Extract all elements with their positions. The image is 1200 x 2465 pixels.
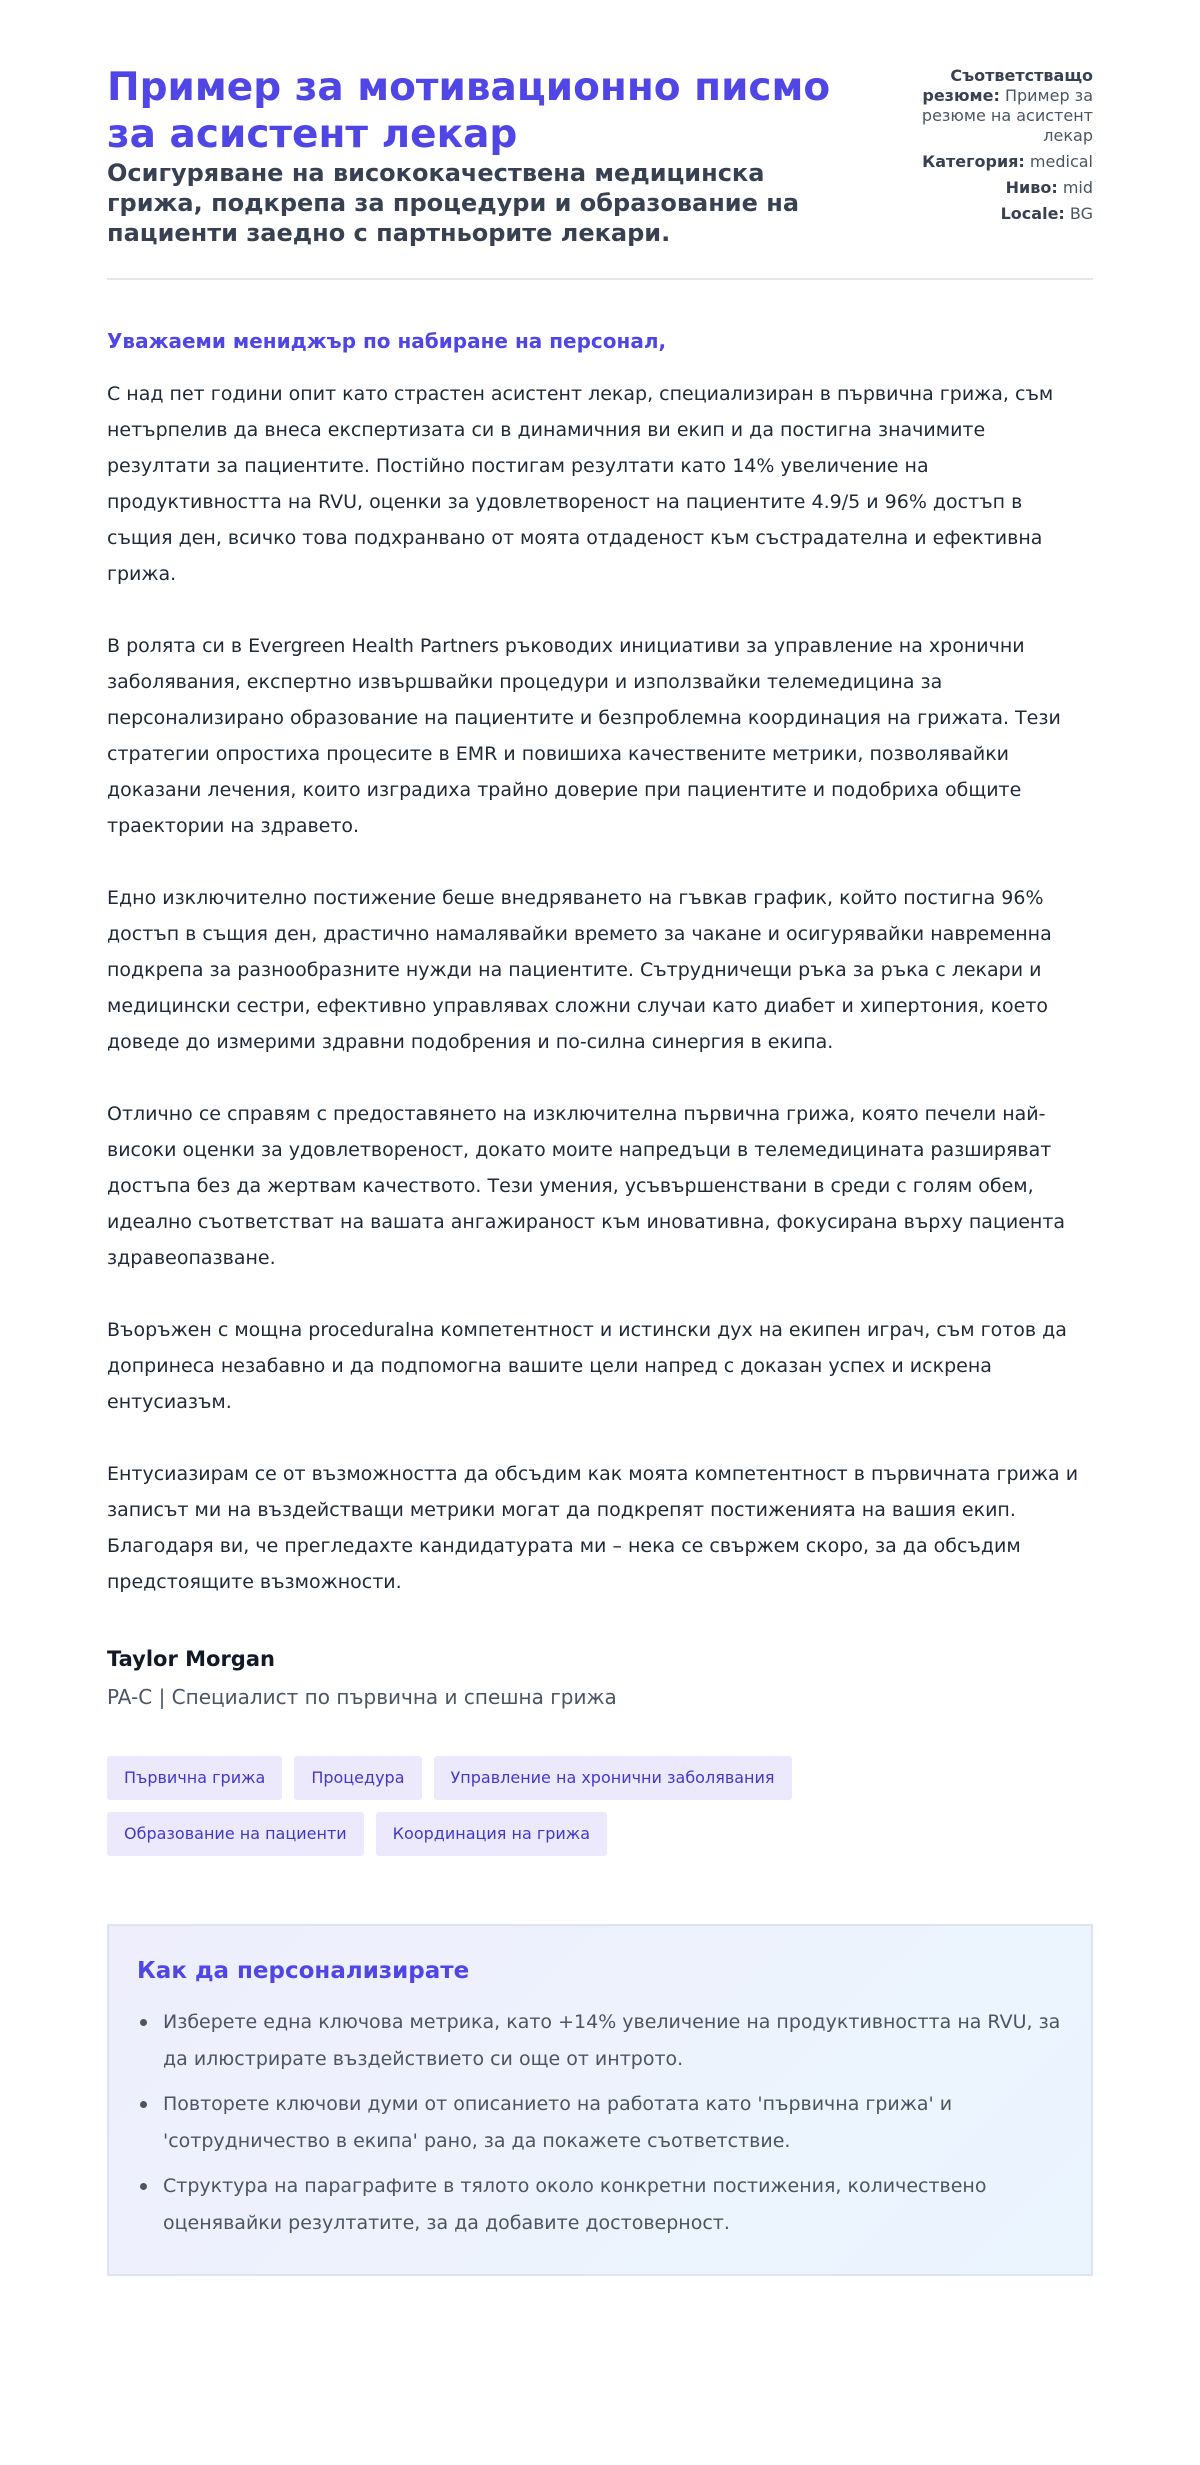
tips-item-text: Структура на параграфите в тялото около конкретни постижения, количествено оценявайки резултатите, за да добавите достоверност. <box>163 2175 987 2234</box>
meta-key: Locale: <box>1000 204 1065 223</box>
tips-item-text: Изберете една ключова метрика, като +14% увеличение на продуктивността на RVU, за да илюстрирате въздействието си още от интрото. <box>163 2011 1061 2070</box>
header-titles <box>107 64 847 248</box>
meta-key: Съответстващо резюме: <box>922 66 1093 105</box>
meta-key: Ниво: <box>1005 178 1058 197</box>
bullet-icon <box>140 2101 147 2108</box>
signature-title: PA-C | Специалист по първична и спешна грижа <box>107 1685 617 1709</box>
skill-tags <box>107 1756 907 1856</box>
tips-item <box>137 2004 1063 2078</box>
tips-list <box>137 2004 1063 2242</box>
letter-paragraphs <box>107 376 1093 1600</box>
letter-paragraph: Отлично се справям с предоставянето на изключителна първична грижа, която печели най-високи оценки за удовлетвореност, докато моите напредъци в телемедицината разширяват достъпа без да жертвам качеството. Тези умения, усъвършенствани в среди с голям обем, идеално съответстват на вашата ангажираност към иновативна, фокусирана върху пациента здравеопазване. <box>107 1103 1066 1269</box>
meta-value: mid <box>1062 178 1093 197</box>
tips-item-text: Повторете ключови думи от описанието на работата като 'първична грижа' и 'сотрудничество в екипа' рано, за да покажете съответствие. <box>163 2093 953 2152</box>
letter-paragraph: Въоръжен с мощна proceduralна компетентност и истински дух на екипен играч, съм готов да допринеса незабавно и да подпомогна вашите цели напред с доказан успех и искрена ентусиазъм. <box>107 1319 1067 1413</box>
letter-greeting: Уважаеми мениджър по набиране на персонал, <box>107 329 667 353</box>
letter-paragraph: С над пет години опит като страстен асистент лекар, специализиран в първична грижа, съм нетърпелив да внеса експертизата си в динамичния ви екип и да постигна значимите резултати за пациентите. Постійно постигам резултати като 14% увеличение на продуктивността на RVU, оценки за удовлетвореност на пациентите 4.9/5 и 96% достъп в същия ден, всичко това подхранвано от моята отдаденост към състрадателна и ефективна грижа. <box>107 383 1054 585</box>
skill-tag: Процедура <box>294 1756 421 1800</box>
skill-tag: Координация на грижа <box>376 1812 607 1856</box>
page-header <box>107 64 1093 280</box>
meta-value: BG <box>1069 204 1093 223</box>
letter-paragraph: Ентусиазирам се от възможността да обсъдим как моята компетентност в първичната грижа и записът ми на въздействащи метрики могат да подкрепят постиженията на вашия екип. Благодаря ви, че прегледахте кандидатурата ми – нека се свържем скоро, за да обсъдим предстоящите възможности. <box>107 1463 1079 1593</box>
meta-level <box>908 178 1093 198</box>
letter-body <box>107 328 1093 1712</box>
customization-tips <box>107 1924 1093 2276</box>
meta-key: Категория: <box>922 152 1025 171</box>
tips-item <box>137 2168 1063 2242</box>
skill-tag: Първична грижа <box>107 1756 282 1800</box>
signature-name: Taylor Morgan <box>107 1647 275 1671</box>
skill-tag: Управление на хронични заболявания <box>434 1756 792 1800</box>
bullet-icon <box>140 2183 147 2190</box>
tips-title: Как да персонализирате <box>137 1958 470 1984</box>
meta-value: Пример за резюме на асистент лекар <box>921 86 1093 145</box>
page-title: Пример за мотивационно писмо за асистент лекар <box>107 65 831 157</box>
meta-value: medical <box>1029 152 1093 171</box>
meta-category <box>908 152 1093 172</box>
meta-matching-resume <box>908 66 1093 146</box>
letter-paragraph: Едно изключително постижение беше внедряването на гъвкав график, който постигна 96% достъп в същия ден, драстично намалявайки времето за чакане и осигурявайки навременна подкрепа за разнообразните нужди на пациентите. Сътрудничещи ръка за ръка с лекари и медицински сестри, ефективно управлявах сложни случаи като диабет и хипертония, което доведе до измерими здравни подобрения и по-силна синергия в екипа. <box>107 887 1052 1053</box>
bullet-icon <box>140 2019 147 2026</box>
letter-paragraph: В ролята си в Evergreen Health Partners ръководих инициативи за управление на хронични заболявания, експертно извършвайки процедури и използвайки телемедицина за персонализирано образование на пациентите и безпроблемна координация на грижата. Тези стратегии опростиха процесите в EMR и повишиха качествените метрики, позволявайки доказани лечения, които изградиха трайно доверие при пациентите и подобриха общите траектории на здравето. <box>107 635 1061 837</box>
skill-tag: Образование на пациенти <box>107 1812 364 1856</box>
signature <box>107 1644 1093 1712</box>
meta-info <box>908 66 1093 230</box>
meta-locale <box>908 204 1093 224</box>
tips-item <box>137 2086 1063 2160</box>
page-subtitle: Осигуряване на висококачествена медицинска грижа, подкрепа за процедури и образование на пациенти заедно с партньорите лекари. <box>107 159 800 247</box>
